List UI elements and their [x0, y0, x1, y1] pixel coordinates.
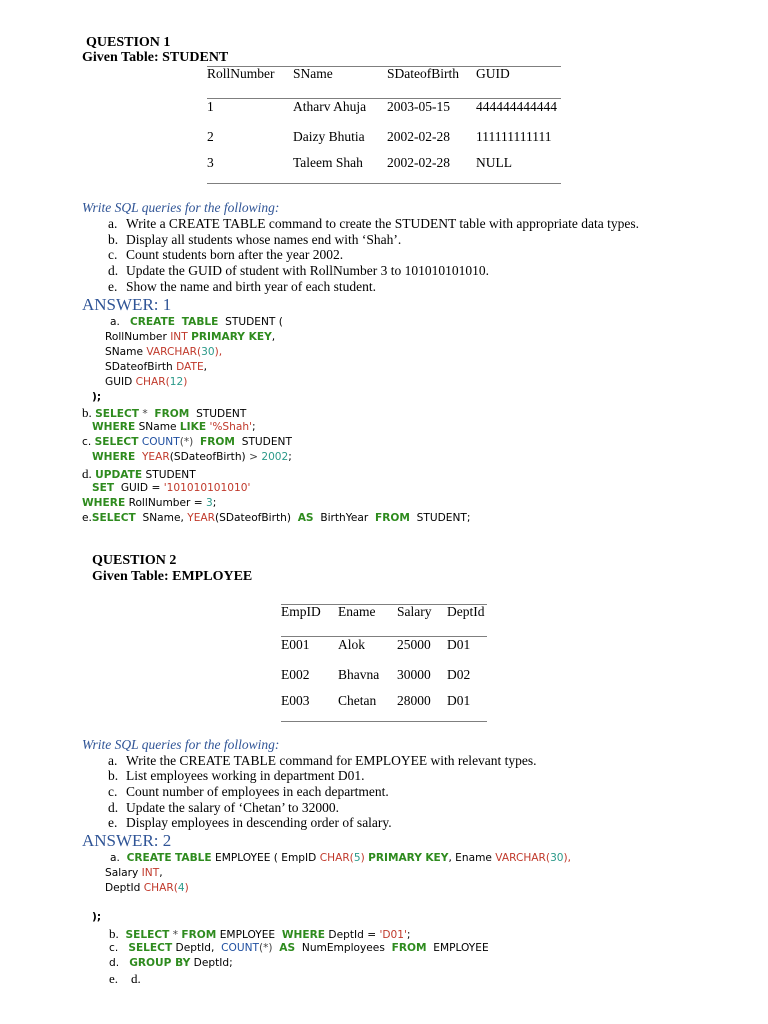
column-header: SDateofBirth: [387, 66, 459, 81]
table-rule: [281, 721, 487, 722]
column-header: Salary: [397, 604, 432, 619]
table-cell: E003: [281, 693, 310, 708]
code-line: e. d.: [109, 971, 141, 986]
code-line: GUID CHAR(12): [105, 376, 188, 388]
table-cell: D01: [447, 637, 471, 652]
code-line: );: [92, 911, 102, 923]
code-line: d. UPDATE STUDENT: [82, 466, 196, 481]
table-cell: Taleem Shah: [293, 155, 363, 170]
table-cell: E002: [281, 667, 310, 682]
column-header: DeptId: [447, 604, 485, 619]
table-cell: 2003-05-15: [387, 99, 450, 114]
list-item: a. Write the CREATE TABLE command for EMPLOYEE with relevant types.: [108, 753, 537, 768]
table-cell: 444444444444: [476, 99, 557, 114]
table-cell: D02: [447, 667, 471, 682]
code-line: b. SELECT * FROM STUDENT: [82, 405, 247, 420]
table-cell: 28000: [397, 693, 431, 708]
code-line: DeptId CHAR(4): [105, 882, 189, 894]
list-item: e. Display employees in descending order of salary.: [108, 815, 392, 830]
table-cell: 2002-02-28: [387, 155, 450, 170]
code-line: WHERE YEAR(SDateofBirth) > 2002;: [92, 451, 292, 463]
code-line: a. CREATE TABLE STUDENT (: [110, 316, 283, 328]
code-line: RollNumber INT PRIMARY KEY,: [105, 331, 276, 343]
question-1-instruction: Write SQL queries for the following:: [82, 200, 280, 215]
code-line: a. CREATE TABLE EMPLOYEE ( EmpID CHAR(5) PRIMARY KEY, Ename VARCHAR(30),: [110, 852, 572, 864]
table-cell: D01: [447, 693, 471, 708]
list-item: d. Update the GUID of student with RollNumber 3 to 101010101010.: [108, 263, 489, 278]
table-cell: 111111111111: [476, 129, 552, 144]
column-header: RollNumber: [207, 66, 275, 81]
code-line: SDateofBirth DATE,: [105, 361, 208, 373]
table-cell: Alok: [338, 637, 365, 652]
question-2-given-table: Given Table: EMPLOYEE: [92, 569, 253, 584]
table-cell: 2002-02-28: [387, 129, 450, 144]
table-cell: 3: [207, 155, 214, 170]
column-header: GUID: [476, 66, 510, 81]
table-cell: Daizy Bhutia: [293, 129, 365, 144]
table-cell: 2: [207, 129, 214, 144]
question-2-instruction: Write SQL queries for the following:: [82, 737, 280, 752]
table-cell: 1: [207, 99, 214, 114]
column-header: EmpID: [281, 604, 321, 619]
table-rule: [207, 183, 561, 184]
code-line: c. SELECT COUNT(*) FROM STUDENT: [82, 436, 292, 448]
code-line: SET GUID = '101010101010': [92, 482, 251, 494]
code-line: Salary INT,: [105, 867, 163, 879]
question-1-heading: QUESTION 1: [86, 35, 171, 50]
code-line: e.SELECT SName, YEAR(SDateofBirth) AS BirthYear FROM STUDENT;: [82, 512, 471, 524]
table-cell: Bhavna: [338, 667, 380, 682]
table-cell: 30000: [397, 667, 431, 682]
code-line: d. GROUP BY DeptId;: [109, 957, 233, 969]
list-item: e. Show the name and birth year of each student.: [108, 279, 377, 294]
answer-1-heading: ANSWER: 1: [82, 295, 172, 314]
table-cell: NULL: [476, 155, 512, 170]
code-line: );: [92, 391, 102, 403]
table-cell: Chetan: [338, 693, 377, 708]
answer-2-heading: ANSWER: 2: [82, 831, 172, 850]
column-header: Ename: [338, 604, 376, 619]
question-1-given-table: Given Table: STUDENT: [82, 50, 229, 65]
list-item: c. Count number of employees in each department.: [108, 784, 389, 799]
column-header: SName: [293, 66, 333, 81]
student-table: [207, 62, 561, 186]
code-line: WHERE SName LIKE '%Shah';: [92, 421, 256, 433]
code-line: SName VARCHAR(30),: [105, 346, 223, 358]
code-line: c. SELECT DeptId, COUNT(*) AS NumEmployees FROM EMPLOYEE: [109, 942, 489, 954]
list-item: b. Display all students whose names end with ‘Shah’.: [108, 232, 402, 247]
list-item: c. Count students born after the year 2002.: [108, 247, 344, 262]
list-item: d. Update the salary of ‘Chetan’ to 32000.: [108, 800, 340, 815]
table-cell: E001: [281, 637, 310, 652]
code-line: WHERE RollNumber = 3;: [82, 497, 217, 509]
employee-table: [281, 600, 487, 724]
list-item: b. List employees working in department D01.: [108, 768, 365, 783]
list-item: a. Write a CREATE TABLE command to create the STUDENT table with appropriate data types.: [108, 216, 639, 231]
code-line: b. SELECT * FROM EMPLOYEE WHERE DeptId = 'D01';: [109, 926, 411, 941]
table-cell: 25000: [397, 637, 431, 652]
table-cell: Atharv Ahuja: [293, 99, 367, 114]
question-2-heading: QUESTION 2: [92, 553, 177, 568]
